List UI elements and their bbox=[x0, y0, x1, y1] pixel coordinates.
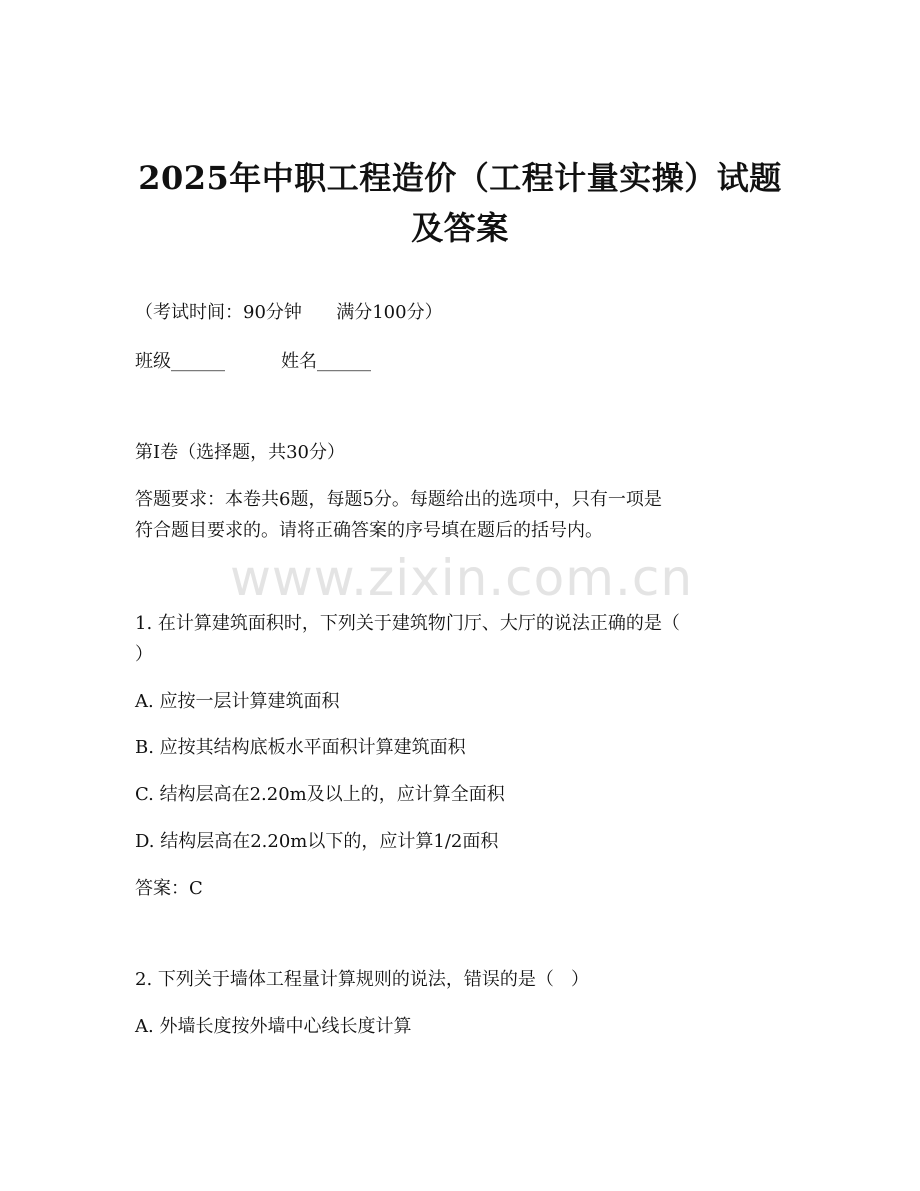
q1-stem-line1: 1. 在计算建筑面积时，下列关于建筑物门厅、大厅的说法正确的是（ bbox=[135, 613, 680, 634]
name-field-label: 姓名______ bbox=[281, 351, 371, 372]
student-info bbox=[135, 349, 371, 375]
section-title: 第I卷（选择题，共30分） bbox=[135, 442, 346, 463]
q1-option-c: C. 结构层高在2.20m及以上的，应计算全面积 bbox=[135, 784, 505, 805]
q1-option-a: A. 应按一层计算建筑面积 bbox=[135, 691, 340, 712]
document-title-line1: 2025年中职工程造价（工程计量实操）试题 bbox=[138, 159, 782, 197]
q1-option-d: D. 结构层高在2.20m以下的，应计算1/2面积 bbox=[135, 831, 499, 852]
watermark: www.zixin.com.cn bbox=[230, 549, 694, 607]
class-field-label: 班级______ bbox=[135, 351, 225, 372]
q2-option-a: A. 外墙长度按外墙中心线长度计算 bbox=[135, 1016, 412, 1037]
q1-stem-line2: ） bbox=[135, 644, 153, 665]
document-title-line2: 及答案 bbox=[411, 209, 509, 247]
instructions-line1: 答题要求：本卷共6题，每题5分。每题给出的选项中，只有一项是 bbox=[135, 489, 662, 510]
q2-stem: 2. 下列关于墙体工程量计算规则的说法，错误的是（ ） bbox=[135, 969, 590, 990]
q1-answer: 答案：C bbox=[135, 878, 203, 899]
q1-option-b: B. 应按其结构底板水平面积计算建筑面积 bbox=[135, 737, 466, 758]
instructions-line2: 符合题目要求的。请将正确答案的序号填在题后的括号内。 bbox=[135, 520, 603, 541]
exam-info: （考试时间：90分钟 满分100分） bbox=[135, 302, 443, 323]
